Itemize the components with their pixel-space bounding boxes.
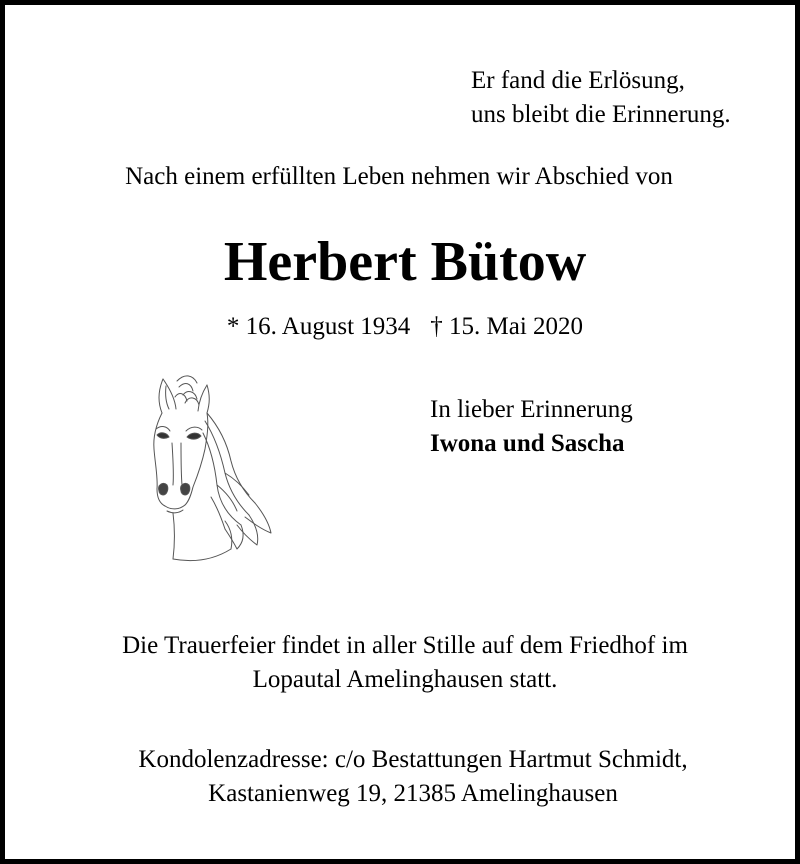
funeral-line-1: Die Trauerfeier findet in aller Stille auf dem Friedhof im bbox=[122, 632, 688, 659]
intro-text: Nach einem erfüllten Leben nehmen wir Abschied von bbox=[125, 163, 673, 190]
memorial-line: In lieber Erinnerung bbox=[430, 396, 633, 423]
memorial-block bbox=[430, 393, 633, 461]
funeral-notice bbox=[5, 629, 800, 697]
verse-line-1: Er fand die Erlösung, bbox=[471, 67, 685, 94]
verse-line-2: uns bleibt die Erinnerung. bbox=[471, 101, 731, 128]
life-dates bbox=[5, 310, 800, 344]
birth-date: * 16. August 1934 bbox=[226, 313, 411, 340]
condolence-address bbox=[13, 743, 800, 811]
funeral-line-2: Lopautal Amelinghausen statt. bbox=[252, 666, 558, 693]
horse-head-drawing-icon bbox=[145, 373, 280, 565]
deceased-name: Herbert Bütow bbox=[223, 231, 587, 293]
death-date: † 15. Mai 2020 bbox=[430, 313, 584, 340]
mourner-names: Iwona und Sascha bbox=[430, 430, 625, 457]
verse bbox=[471, 64, 731, 132]
condolence-line-2: Kastanienweg 19, 21385 Amelinghausen bbox=[208, 780, 618, 807]
condolence-line-1: Kondolenzadresse: c/o Bestattungen Hartmut Schmidt, bbox=[138, 746, 688, 773]
